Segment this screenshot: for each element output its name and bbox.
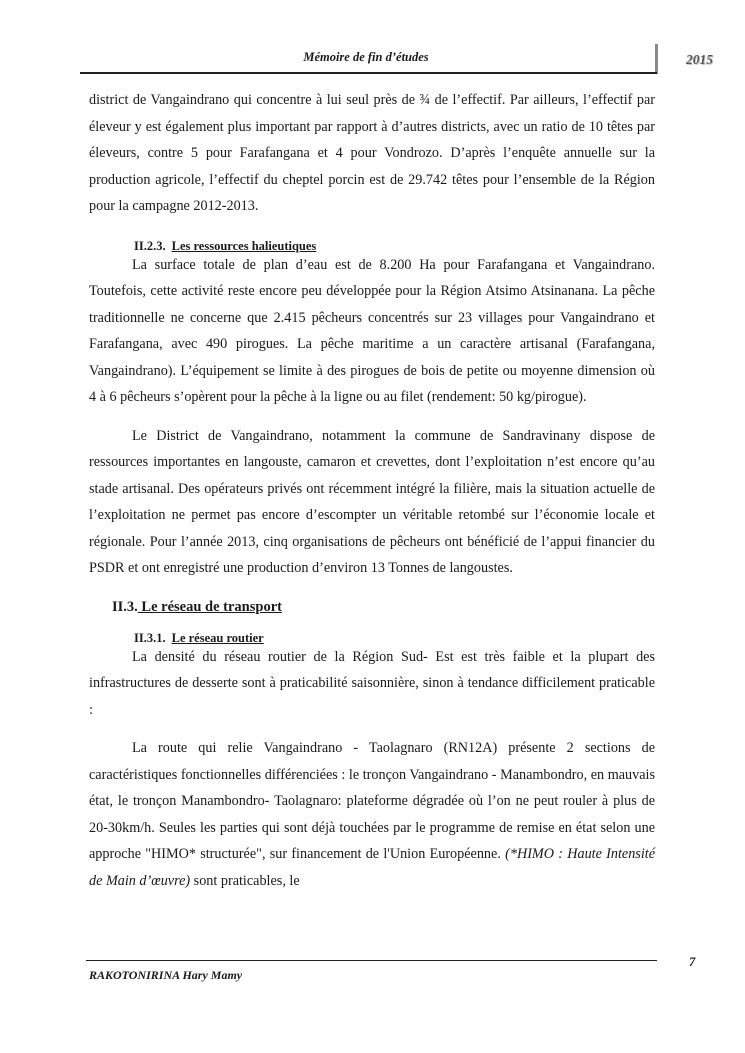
paragraph-langouste: Le District de Vangaindrano, notamment la commune de Sandravinany dispose de ressources importantes en langouste, camaron et crevettes, dont l’exploitation n’est encore qu’au stade artisanal. Des opérateurs privés ont récemment intégré la filière, mais la situation actuelle de l’exploitation ne permet pas encore d’escompter un véritable retombé sur l’économie locale et régionale. Pour l’année 2013, cinq organisations de pêcheurs ont bénéficié de l’appui financier du PSDR et ont enregistré une production d’environ 13 Tonnes de langoustes. (89, 427, 655, 576)
header-year: 2015 (686, 52, 713, 67)
footer-author: RAKOTONIRINA Hary Mamy (89, 968, 243, 982)
header-title: Mémoire de fin d’études (303, 50, 429, 64)
paragraph-cheptel: district de Vangaindrano qui concentre à lui seul près de ¾ de l’effectif. Par ailleurs, l’effectif par éleveur y est également plus important par rapport à d’autres districts, avec un ratio de 10 têtes par éleveurs, contre 5 pour Farafangana et 4 pour Vondrozo. D’après l’enquête annuelle sur la production agricole, l’effectif du cheptel porcin est de 29.742 têtes pour l’ensemble de la Région pour la campagne 2012-2013. (89, 92, 655, 214)
route-text-end: sont praticables, le (193, 872, 300, 889)
section-title: Le réseau routier (171, 630, 264, 645)
page-body (89, 87, 655, 894)
section-heading-2-3 (112, 598, 655, 616)
page-number: 7 (689, 955, 696, 969)
section-number: II.3.1. (134, 630, 166, 645)
paragraph-densite-routier: La densité du réseau routier de la Région Sud- Est est très faible et la plupart des infrastructures de desserte sont à praticabilité saisonnière, sinon à tendance difficilement praticable : (89, 648, 655, 718)
footer-rule (86, 960, 657, 961)
section-title: Le réseau de transport (137, 598, 282, 615)
section-title: Les ressources halieutiques (171, 238, 317, 253)
header-divider (655, 44, 658, 74)
header-rule (80, 72, 657, 74)
paragraph-plan-eau: La surface totale de plan d’eau est de 8.200 Ha pour Farafangana et Vangaindrano. Toutefois, cette activité reste encore peu développée pour la Région Atsimo Atsinanana. La pêche traditionnelle ne concerne que 2.415 pêcheurs concentrés sur 23 villages pour Vangaindrano et Farafangana, avec 490 pirogues. La pêche maritime a un caractère artisanal (Farafangana, Vangaindrano). L’équipement se limite à des pirogues de bois de petite ou moyenne dimension où 4 à 6 pêcheurs s’opèrent pour la pêche à la ligne ou au filet (rendement: 50 kg/pirogue). (89, 256, 655, 405)
paragraph-route-rn12a (89, 735, 655, 894)
section-number: II.2.3. (134, 238, 166, 253)
himo-note: (*HIMO : Haute Intensité de Main d’œuvre) (89, 846, 656, 889)
route-text: La route qui relie Vangaindrano - Taolagnaro (RN12A) présente 2 sections de caractéristiques fonctionnelles différenciées : le tronçon Vangaindrano - Manambondro, en mauvais état, le tronçon Manambondro- Taolagnaro: plateforme dégradée où l’on ne peut rouler à plus de 20-30km/h. Seules les parties qui sont déjà touchées par le programme de remise en état selon une approche "HIMO* structurée", sur financement de l'Union Européenne. (89, 740, 655, 862)
section-number: II.3. (112, 598, 138, 615)
